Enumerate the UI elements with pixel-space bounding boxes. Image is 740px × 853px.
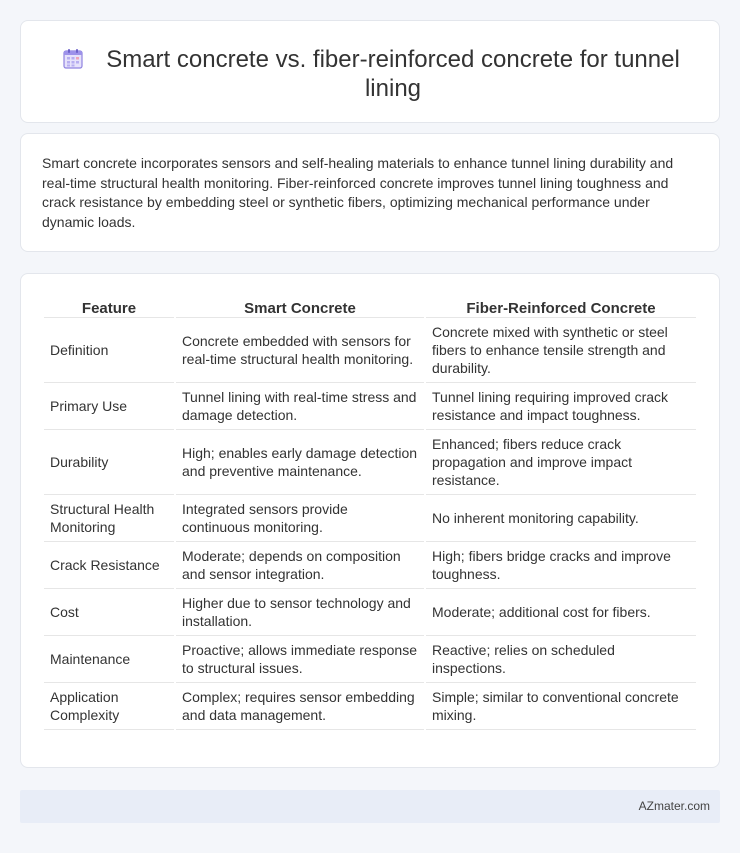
comparison-table xyxy=(42,296,698,730)
cell-smart: Concrete embedded with sensors for real-time structural health monitoring. xyxy=(176,318,424,383)
cell-smart: High; enables early damage detection and preventive maintenance. xyxy=(176,430,424,495)
cell-smart: Proactive; allows immediate response to structural issues. xyxy=(176,636,424,683)
footer-brand-link[interactable]: AZmater.com xyxy=(638,799,710,813)
cell-smart: Complex; requires sensor embedding and data management. xyxy=(176,683,424,730)
table-row xyxy=(44,495,696,542)
cell-feature: Primary Use xyxy=(44,383,174,430)
cell-feature: Maintenance xyxy=(44,636,174,683)
table-row xyxy=(44,383,696,430)
cell-fiber: No inherent monitoring capability. xyxy=(426,495,696,542)
cell-smart: Moderate; depends on composition and sensor integration. xyxy=(176,542,424,589)
table-row xyxy=(44,318,696,383)
cell-fiber: Moderate; additional cost for fibers. xyxy=(426,589,696,636)
footer-bar xyxy=(20,790,720,823)
header-smart-concrete: Smart Concrete xyxy=(176,296,424,318)
cell-feature: Structural Health Monitoring xyxy=(44,495,174,542)
cell-fiber: Enhanced; fibers reduce crack propagation and improve impact resistance. xyxy=(426,430,696,495)
intro-paragraph: Smart concrete incorporates sensors and self-healing materials to enhance tunnel lining durability and real-time structural health monitoring. Fiber-reinforced concrete improves tunnel lining toughness and crack resistance by embedding steel or synthetic fibers, optimizing mechanical performance under dynamic loads. xyxy=(42,155,674,230)
cell-feature: Durability xyxy=(44,430,174,495)
cell-feature: Crack Resistance xyxy=(44,542,174,589)
cell-fiber: Tunnel lining requiring improved crack resistance and impact toughness. xyxy=(426,383,696,430)
cell-smart: Higher due to sensor technology and installation. xyxy=(176,589,424,636)
header-fiber-reinforced: Fiber-Reinforced Concrete xyxy=(426,296,696,318)
title-card xyxy=(20,20,720,123)
page-title: Smart concrete vs. fiber-reinforced concrete for tunnel lining xyxy=(106,46,680,102)
cell-feature: Cost xyxy=(44,589,174,636)
intro-card xyxy=(20,133,720,252)
cell-feature: Application Complexity xyxy=(44,683,174,730)
table-row xyxy=(44,542,696,589)
comparison-card xyxy=(20,273,720,768)
table-row xyxy=(44,430,696,495)
cell-fiber: Simple; similar to conventional concrete mixing. xyxy=(426,683,696,730)
table-row xyxy=(44,636,696,683)
cell-feature: Definition xyxy=(44,318,174,383)
table-row xyxy=(44,589,696,636)
cell-fiber: Reactive; relies on scheduled inspections. xyxy=(426,636,696,683)
cell-smart: Tunnel lining with real-time stress and damage detection. xyxy=(176,383,424,430)
cell-fiber: Concrete mixed with synthetic or steel fibers to enhance tensile strength and durability. xyxy=(426,318,696,383)
table-row xyxy=(44,683,696,730)
cell-smart: Integrated sensors provide continuous monitoring. xyxy=(176,495,424,542)
header-feature: Feature xyxy=(44,296,174,318)
table-header-row xyxy=(44,296,696,318)
cell-fiber: High; fibers bridge cracks and improve toughness. xyxy=(426,542,696,589)
